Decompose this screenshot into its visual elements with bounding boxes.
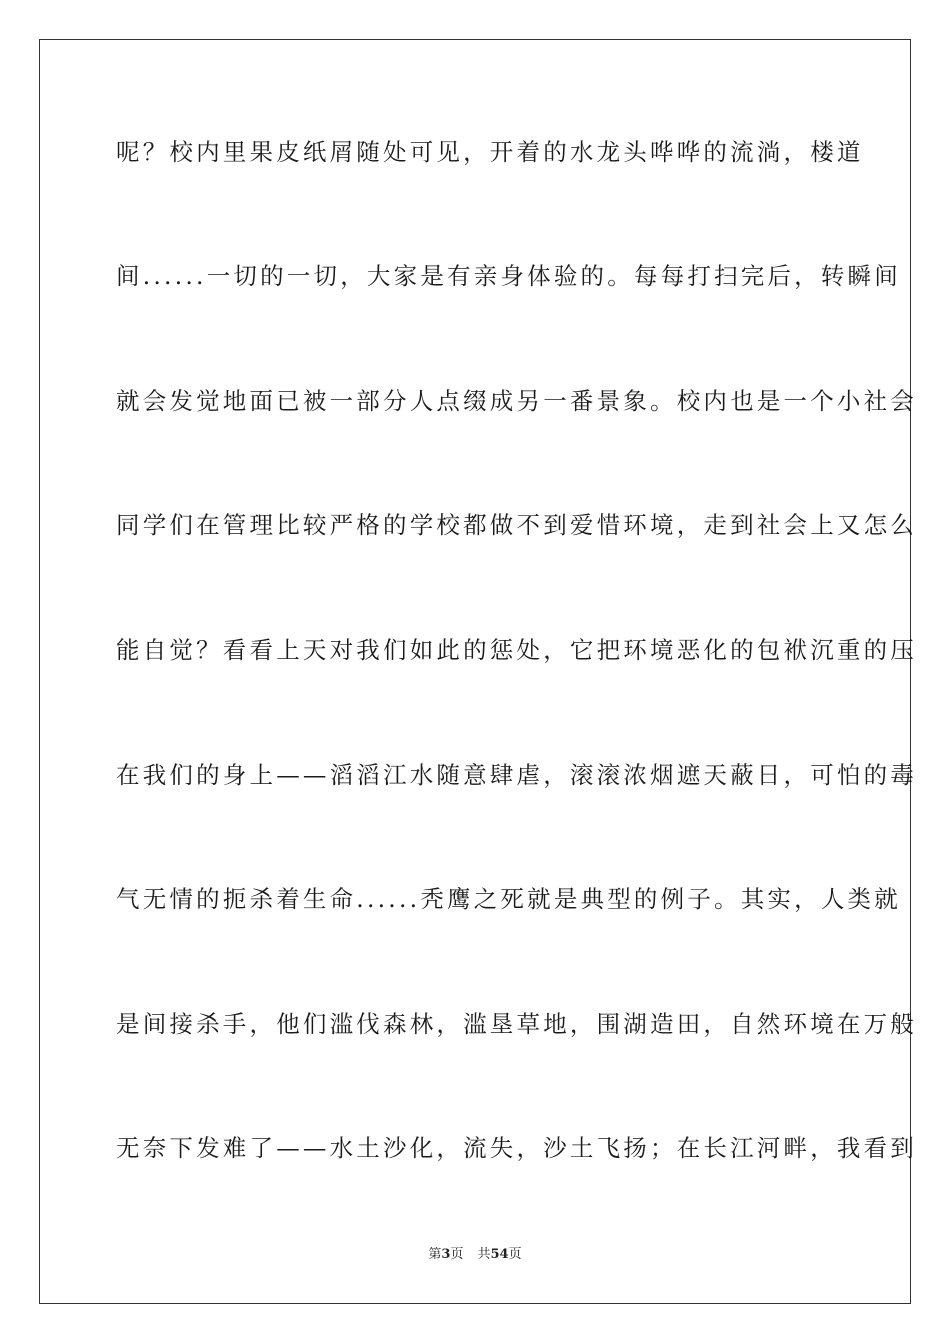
page-prefix: 第 <box>428 1247 442 1262</box>
page-suffix: 页 <box>450 1247 464 1262</box>
page-footer <box>0 1246 950 1264</box>
text-line-2: 间......一切的一切，大家是有亲身体验的。每每打扫完后，转瞬间 <box>116 262 901 290</box>
total-prefix: 共 <box>477 1247 491 1262</box>
page-number: 3 <box>441 1247 451 1262</box>
text-line-1: 呢？校内里果皮纸屑随处可见，开着的水龙头哗哗的流淌，楼道 <box>116 138 864 166</box>
text-line-9: 无奈下发难了——水土沙化，流失，沙土飞扬；在长江河畔，我看到 <box>116 1134 917 1162</box>
page-border <box>39 39 917 1304</box>
total-suffix: 页 <box>508 1247 522 1262</box>
text-line-4: 同学们在管理比较严格的学校都做不到爱惜环境，走到社会上又怎么 <box>116 511 917 539</box>
text-line-8: 是间接杀手，他们滥伐森林，滥垦草地，围湖造田，自然环境在万般 <box>116 1010 917 1038</box>
text-line-6: 在我们的身上——滔滔江水随意肆虐，滚滚浓烟遮天蔽日，可怕的毒 <box>116 761 917 789</box>
text-line-3: 就会发觉地面已被一部分人点缀成另一番景象。校内也是一个小社会 <box>116 387 917 415</box>
total-pages: 54 <box>490 1247 509 1262</box>
text-line-5: 能自觉？看看上天对我们如此的惩处，它把环境恶化的包袱沉重的压 <box>116 636 917 664</box>
text-line-7: 气无情的扼杀着生命......秃鹰之死就是典型的例子。其实，人类就 <box>116 885 901 913</box>
